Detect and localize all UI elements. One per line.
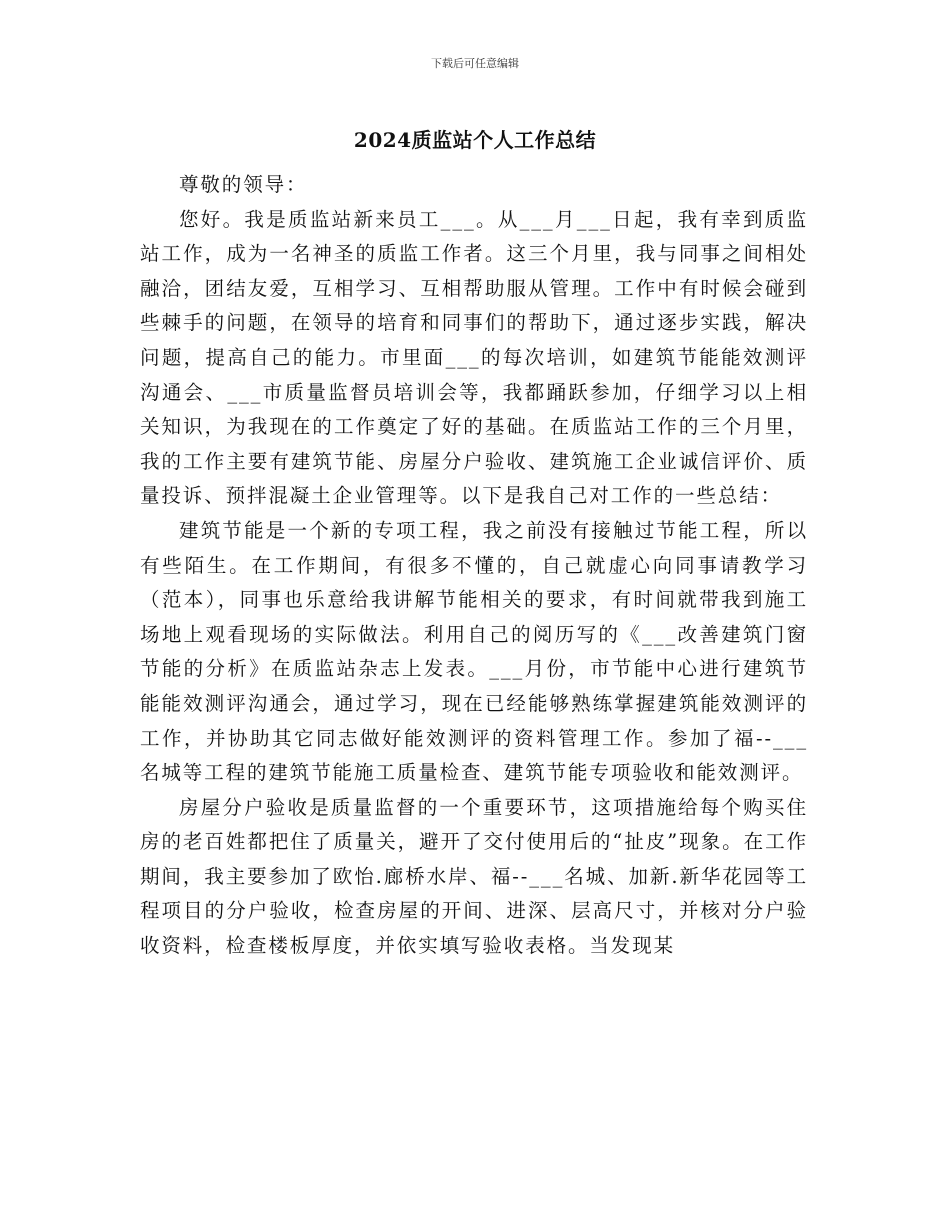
salutation: 尊敬的领导： (179, 173, 308, 196)
paragraph-3: 房屋分户验收是质量监督的一个重要环节，这项措施给每个购买住房的老百姓都把住了质量关，避开了交付使用后的“扯皮”现象。在工作期间，我主要参加了欧怡.廊桥水岸、福--___名城、加新.新华花园等工程项目的分户验收，检查房屋的开间、进深、层高尺寸，并核对分户验收资料，检查楼板厚度，并依实填写验收表格。当发现某 (140, 795, 808, 958)
header-note: 下载后可任意编辑 (431, 57, 519, 70)
paragraph-2: 建筑节能是一个新的专项工程，我之前没有接触过节能工程，所以有些陌生。在工作期间，有很多不懂的，自己就虚心向同事请教学习（范本），同事也乐意给我讲解节能相关的要求，有时间就带我到施工场地上观看现场的实际做法。利用自己的阅历写的《___改善建筑门窗节能的分析》在质监站杂志上发表。___月份，市节能中心进行建筑节能能效测评沟通会，通过学习，现在已经能够熟练掌握建筑能效测评的工作，并协助其它同志做好能效测评的资料管理工作。参加了福--___名城等工程的建筑节能施工质量检查、建筑节能专项验收和能效测评。 (140, 518, 808, 785)
document-title: 2024质监站个人工作总结 (353, 128, 597, 152)
paragraph-1: 您好。我是质监站新来员工___。从___月___日起，我有幸到质监站工作，成为一名神圣的质监工作者。这三个月里，我与同事之间相处融洽，团结友爱，互相学习、互相帮助服从管理。工作中有时候会碰到些棘手的问题，在领导的培育和同事们的帮助下，通过逐步实践，解决问题，提高自己的能力。市里面___的每次培训，如建筑节能能效测评沟通会、___市质量监督员培训会等，我都踊跃参加，仔细学习以上相关知识，为我现在的工作奠定了好的基础。在质监站工作的三个月里，我的工作主要有建筑节能、房屋分户验收、建筑施工企业诚信评价、质量投诉、预拌混凝土企业管理等。以下是我自己对工作的一些总结： (140, 207, 808, 508)
document-body (140, 168, 808, 964)
